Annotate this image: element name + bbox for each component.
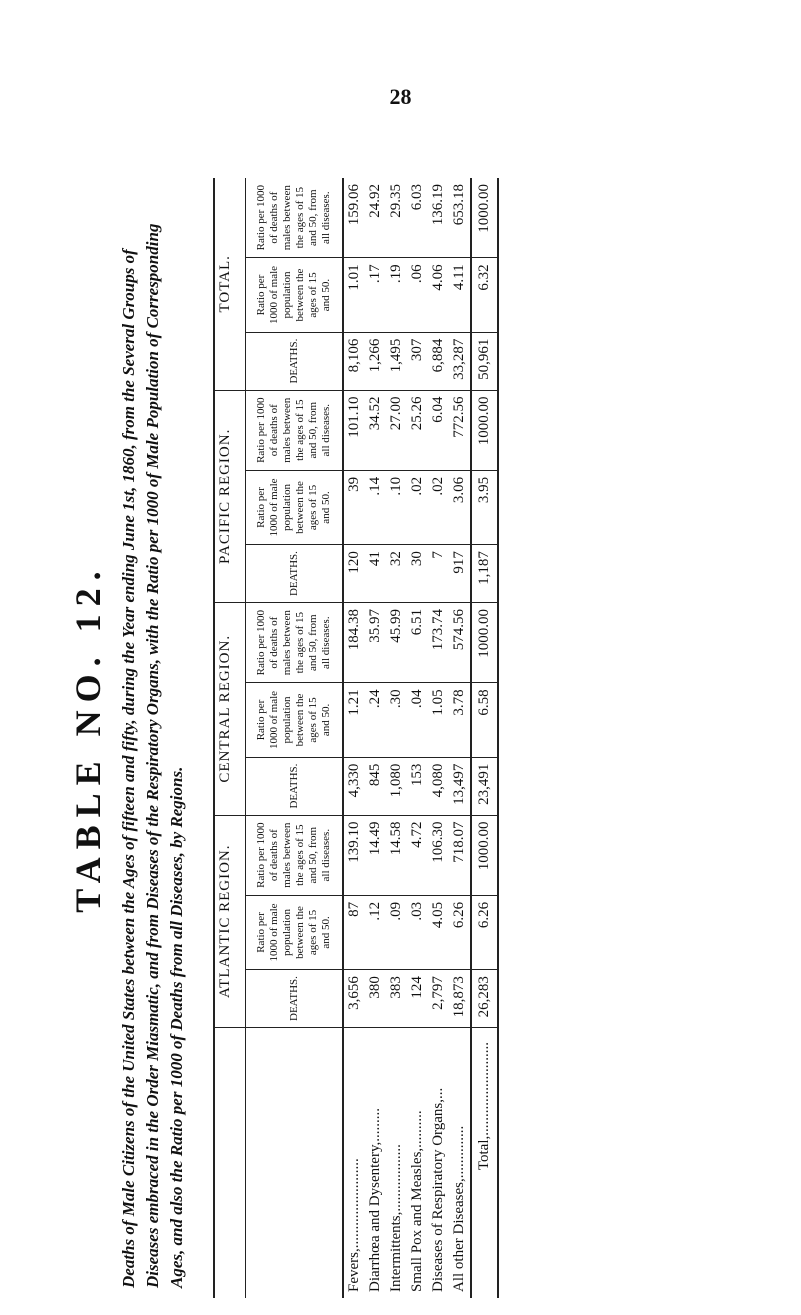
table-cell: 139.10 [343,815,365,895]
column-header-row [245,178,343,1298]
mortality-table [213,178,499,1298]
region-header-atlantic: ATLANTIC REGION. [214,815,246,1027]
col-ratio-pop-central: Ratio per 1000 of male population between the ages of 15 and 50. [245,682,343,756]
table-cell: 34.52 [365,390,386,470]
total-row [471,178,498,1298]
table-cell: 4,330 [343,757,365,815]
table-cell: 33,287 [449,332,471,390]
table-cell: .04 [407,682,428,756]
table-cell: 25.26 [407,390,428,470]
table-cell: 23,491 [471,757,498,815]
table-cell: .14 [365,470,386,544]
region-header-total: TOTAL. [214,178,246,390]
table-cell: 120 [343,544,365,602]
table-cell: 136.19 [428,178,449,258]
table-cell: .24 [365,682,386,756]
row-label-respiratory: Diseases of Respiratory Organs,... [429,1087,446,1292]
table-cell: 6.26 [449,895,471,969]
table-cell: 1,495 [386,332,407,390]
region-header-pacific: PACIFIC REGION. [214,390,246,602]
table-body [343,178,498,1298]
table-cell: 14.49 [365,815,386,895]
table-cell: 4,080 [428,757,449,815]
rotated-table-sheet [63,178,763,1298]
label-column-subheader [245,1027,343,1298]
table-cell: 307 [407,332,428,390]
table-cell: 3.78 [449,682,471,756]
table-cell: 772.56 [449,390,471,470]
region-header-row [214,178,246,1298]
table-cell: 4.05 [428,895,449,969]
table-cell: 4.06 [428,257,449,331]
table-cell: 153 [407,757,428,815]
table-cell: .09 [386,895,407,969]
table-cell: .03 [407,895,428,969]
table-cell: 1000.00 [471,815,498,895]
table-cell: 6.32 [471,257,498,331]
table-cell: 6,884 [428,332,449,390]
col-deaths-central: DEATHS. [245,757,343,815]
table-cell: 1,266 [365,332,386,390]
table-cell: 4.11 [449,257,471,331]
table-cell: 50,961 [471,332,498,390]
col-deaths-total: DEATHS. [245,332,343,390]
table-cell: .30 [386,682,407,756]
table-row [386,178,407,1298]
table-cell: .19 [386,257,407,331]
col-deaths-pacific: DEATHS. [245,544,343,602]
table-caption: Deaths of Male Citizens of the United States between the Ages of fifteen and fifty, during the Year ending June 1st, 1860, from the Several Groups of Diseases embraced in the Order Miasmatic, and from Diseases of the Respiratory Organs, with the Ratio per 1000 of Male Population of Corresponding Ages, and also the Ratio per 1000 of Deaths from all Diseases, by Regions. [118,223,186,1288]
table-cell: 718.07 [449,815,471,895]
table-cell: 6.04 [428,390,449,470]
table-cell: 26,283 [471,969,498,1027]
table-row [343,178,365,1298]
table-cell: 6.58 [471,682,498,756]
table-cell: 383 [386,969,407,1027]
table-cell: 1000.00 [471,178,498,258]
table-cell: 1.21 [343,682,365,756]
page-number: 28 [389,84,412,109]
row-label-diarrhoea: Diarrhœa and Dysentery,......... [366,1107,383,1292]
row-label-small-pox: Small Pox and Measles,.......... [408,1109,425,1292]
table-cell: 14.58 [386,815,407,895]
col-ratio-deaths-atlantic: Ratio per 1000 of deaths of males between the ages of 15 and 50, from all diseases. [245,815,343,895]
table-cell: 30 [407,544,428,602]
table-row [365,178,386,1298]
table-cell: 2,797 [428,969,449,1027]
table-cell: 6.03 [407,178,428,258]
col-ratio-deaths-pacific: Ratio per 1000 of deaths of males between the ages of 15 and 50, from all diseases. [245,390,343,470]
table-cell: 18,873 [449,969,471,1027]
table-cell: 159.06 [343,178,365,258]
table-cell: .02 [428,470,449,544]
col-ratio-pop-total: Ratio per 1000 of male population between the ages of 15 and 50. [245,257,343,331]
table-cell: 173.74 [428,602,449,682]
col-ratio-deaths-central: Ratio per 1000 of deaths of males between the ages of 15 and 50, from all diseases. [245,602,343,682]
table-row [407,178,428,1298]
table-cell: 41 [365,544,386,602]
table-cell: 24.92 [365,178,386,258]
table-cell: 184.38 [343,602,365,682]
table-cell: 29.35 [386,178,407,258]
table-cell: 380 [365,969,386,1027]
table-cell: 1.05 [428,682,449,756]
row-label-intermittents: Intermittents,.................. [387,1143,404,1292]
row-label-fevers: Fevers,........................ [345,1157,362,1292]
table-cell: .06 [407,257,428,331]
table-cell: 3.95 [471,470,498,544]
table-cell: 7 [428,544,449,602]
table-cell: 6.51 [407,602,428,682]
table-cell: 124 [407,969,428,1027]
table-cell: 1,080 [386,757,407,815]
table-cell: 3,656 [343,969,365,1027]
table-cell: 106.30 [428,815,449,895]
col-ratio-pop-atlantic: Ratio per 1000 of male population between the ages of 15 and 50. [245,895,343,969]
table-cell: 8,106 [343,332,365,390]
col-deaths-atlantic: DEATHS. [245,969,343,1027]
table-cell: .02 [407,470,428,544]
table-cell: 39 [343,470,365,544]
table-cell: 45.99 [386,602,407,682]
table-cell: .12 [365,895,386,969]
table-cell: 6.26 [471,895,498,969]
table-cell: .10 [386,470,407,544]
table-cell: 27.00 [386,390,407,470]
table-cell: 35.97 [365,602,386,682]
table-cell: 13,497 [449,757,471,815]
table-cell: 1,187 [471,544,498,602]
table-cell: 3.06 [449,470,471,544]
table-cell: 4.72 [407,815,428,895]
region-header-central: CENTRAL REGION. [214,602,246,814]
title-block [63,178,189,1298]
table-cell: 845 [365,757,386,815]
table-cell: 32 [386,544,407,602]
label-column-header [214,1027,246,1298]
table-cell: 1000.00 [471,602,498,682]
table-cell: .17 [365,257,386,331]
col-ratio-deaths-total: Ratio per 1000 of deaths of males between the ages of 15 and 50, from all diseases. [245,178,343,258]
row-label-all-other: All other Diseases,.............. [450,1125,467,1292]
table-cell: 574.56 [449,602,471,682]
table-row [428,178,449,1298]
table-cell: 917 [449,544,471,602]
row-label-total: Total,......................... [471,1027,498,1298]
col-ratio-pop-pacific: Ratio per 1000 of male population between the ages of 15 and 50. [245,470,343,544]
table-cell: 653.18 [449,178,471,258]
table-heading: TABLE NO. 12. [67,562,108,913]
table-cell: 1000.00 [471,390,498,470]
table-cell: 1.01 [343,257,365,331]
table-row [449,178,471,1298]
table-cell: 87 [343,895,365,969]
table-cell: 101.10 [343,390,365,470]
